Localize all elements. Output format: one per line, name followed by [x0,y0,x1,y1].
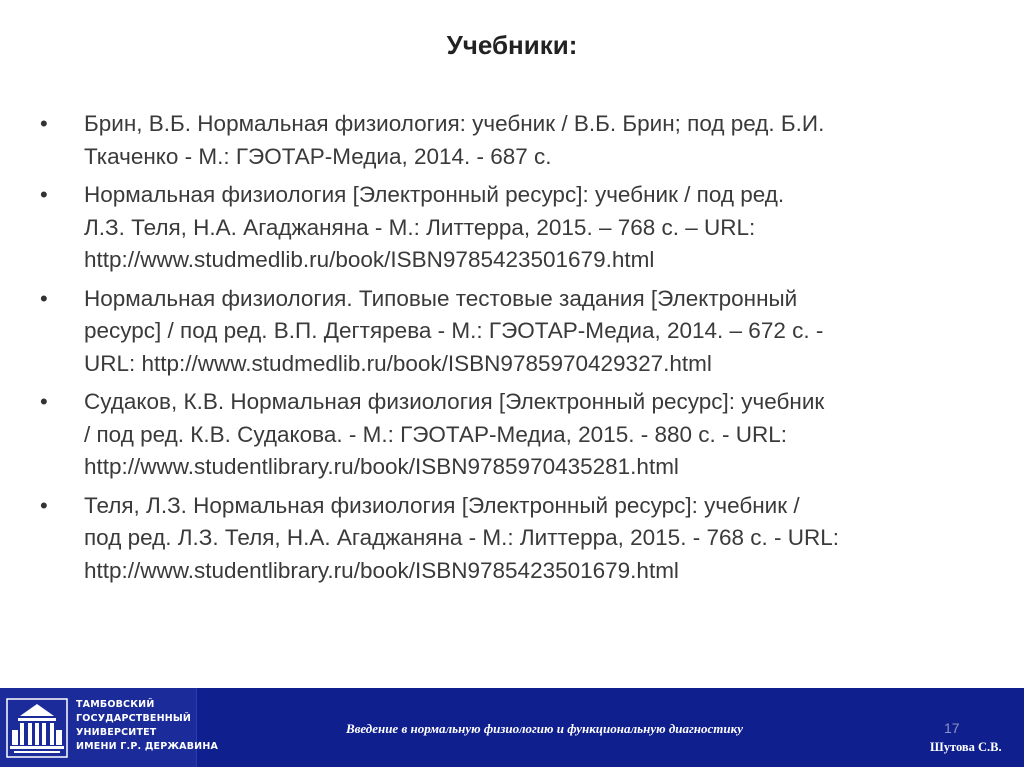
bullet-icon: • [40,182,48,207]
bullet-icon: • [40,111,48,136]
university-name-line: ИМЕНИ Г.Р. ДЕРЖАВИНА [76,741,219,752]
reference-line: Брин, В.Б. Нормальная физиология: учебник / В.Б. Брин; под ред. Б.И. [84,111,825,136]
reference-item [40,179,960,277]
reference-list [40,108,960,593]
page-number: 17 [944,720,960,736]
reference-line: Судаков, К.В. Нормальная физиология [Электронный ресурс]: учебник [84,389,825,414]
university-building-icon [6,698,68,758]
reference-url-line: http://www.studmedlib.ru/book/ISBN9785423501679.html [84,247,655,272]
reference-item [40,283,960,381]
reference-line: Нормальная физиология [Электронный ресурс]: учебник / под ред. [84,182,785,207]
reference-line: ресурс] / под ред. В.П. Дегтярева - М.: ГЭОТАР-Медиа, 2014. – 672 с. - [84,318,824,343]
university-name-line: ГОСУДАРСТВЕННЫЙ [76,713,192,724]
university-name-line: УНИВЕРСИТЕТ [76,727,157,738]
reference-item [40,490,960,588]
university-name-line: ТАМБОВСКИЙ [76,699,155,710]
reference-item [40,108,960,173]
reference-url-line: http://www.studentlibrary.ru/book/ISBN9785970435281.html [84,454,679,479]
university-name [76,698,219,754]
reference-line: под ред. Л.З. Теля, Н.А. Агаджаняна - М.: Литтерра, 2015. - 768 с. - URL: [84,525,839,550]
reference-line: Л.З. Теля, Н.А. Агаджаняна - М.: Литтерра, 2015. – 768 с. – URL: [84,214,756,240]
slide-title: Учебники: [446,30,578,60]
university-logo [0,688,219,767]
reference-url-line: http://www.studentlibrary.ru/book/ISBN9785423501679.html [84,557,679,583]
reference-line: Ткаченко - М.: ГЭОТАР-Медиа, 2014. - 687 с. [84,143,552,169]
reference-line: Теля, Л.З. Нормальная физиология [Электронный ресурс]: учебник / [84,492,800,518]
bullet-icon: • [40,492,48,518]
course-title: Введение в нормальную физиологию и функциональную диагностику [346,721,743,736]
reference-line: Нормальная физиология. Типовые тестовые задания [Электронный [84,285,798,311]
bullet-icon: • [40,389,48,414]
bullet-icon: • [40,285,48,311]
footer-band [0,688,1024,767]
author-name: Шутова С.В. [930,740,1002,754]
reference-line: / под ред. К.В. Судакова. - М.: ГЭОТАР-Медиа, 2015. - 880 с. - URL: [84,421,788,447]
reference-item [40,386,960,484]
reference-url-line: URL: http://www.studmedlib.ru/book/ISBN9785970429327.html [84,350,712,376]
